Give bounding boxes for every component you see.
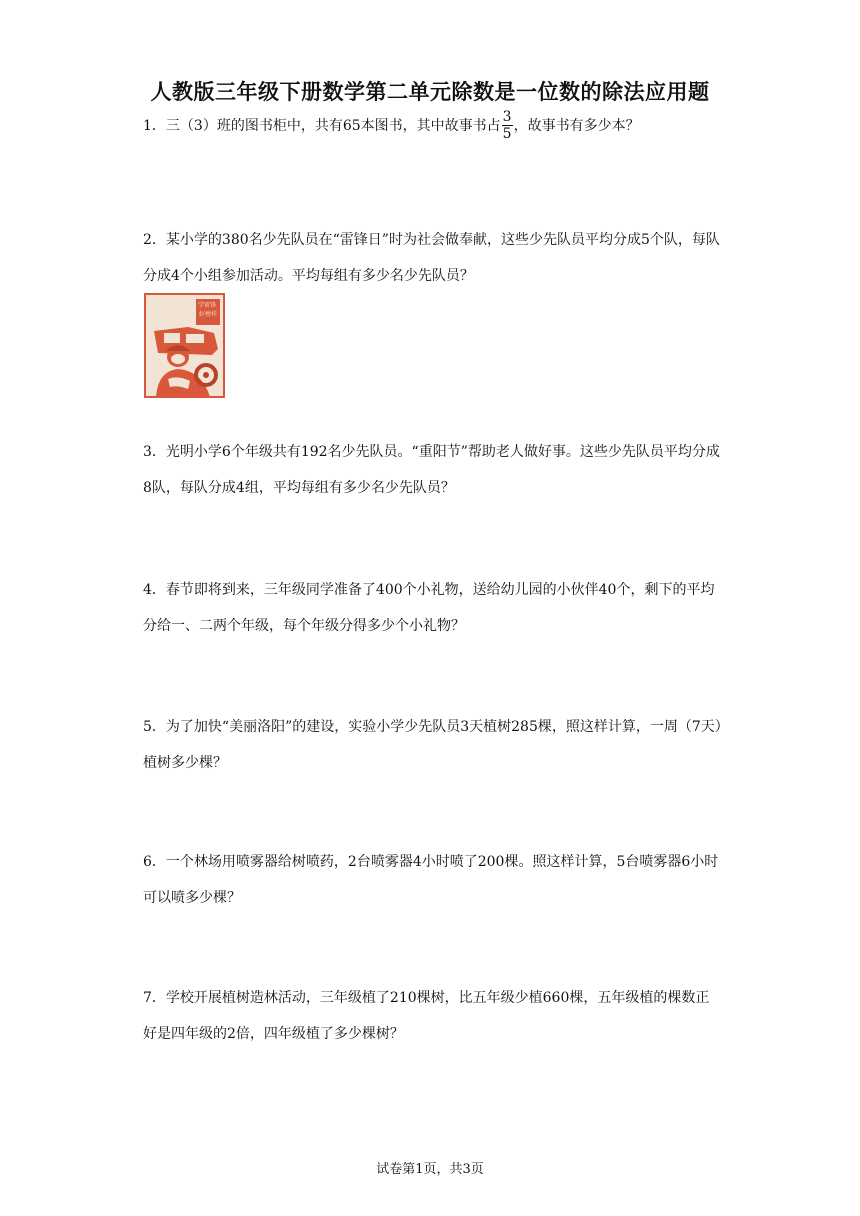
question-number: 4． <box>143 582 166 598</box>
question-text: 某小学的380名少先队员在“雷锋日”时为社会做奉献，这些少先队员平均分成5个队，每队分成4个小组参加活动。平均每组有多少名少先队员？ <box>143 232 720 284</box>
question-text: 学校开展植树造林活动，三年级植了210棵树，比五年级少植660棵，五年级植的棵数正好是四年级的2倍，四年级植了多少棵树？ <box>143 990 710 1042</box>
question-text-end: ，故事书有多少本？ <box>513 118 640 134</box>
question-text: 一个林场用喷雾器给树喷药，2台喷雾器4小时喷了200棵。照这样计算，5台喷雾器6小时可以喷多少棵？ <box>143 854 719 906</box>
question-number: 7． <box>143 990 166 1006</box>
question-2 <box>143 222 723 294</box>
question-text: 光明小学6个年级共有192名少先队员。“重阳节”帮助老人做好事。这些少先队员平均分成8队，每队分成4组，平均每组有多少名少先队员？ <box>143 444 720 496</box>
question-5 <box>143 709 723 781</box>
document-title: 人教版三年级下册数学第二单元除数是一位数的除法应用题 <box>150 80 710 104</box>
illustration-caption: 学雷锋 好榜样 <box>198 302 218 318</box>
question-6 <box>143 844 723 916</box>
question-text: 春节即将到来，三年级同学准备了400个小礼物，送给幼儿园的小伙伴40个，剩下的平均分给一、二两个年级，每个年级分得多少个小礼物？ <box>143 582 715 634</box>
question-1 <box>143 108 723 144</box>
question-text: 为了加快“美丽洛阳”的建设，实验小学少先队员3天植树285棵，照这样计算，一周（7天）植树多少棵？ <box>143 719 722 771</box>
page-footer: 试卷第1页，共3页 <box>376 1162 484 1177</box>
question-4 <box>143 572 723 644</box>
question-number: 5． <box>143 719 166 735</box>
question-number: 2． <box>143 232 166 248</box>
question-3 <box>143 434 723 506</box>
fraction <box>502 109 513 142</box>
question-number: 1． <box>143 118 166 134</box>
question-7 <box>143 980 723 1052</box>
fraction-numerator: 3 <box>502 108 512 125</box>
question-text: 三（3）班的图书柜中，共有65本图书，其中故事书占 <box>165 118 501 134</box>
fraction-denominator: 5 <box>502 125 512 142</box>
question-number: 6． <box>143 854 166 870</box>
lei-feng-illustration <box>144 293 225 398</box>
question-number: 3． <box>143 444 166 460</box>
